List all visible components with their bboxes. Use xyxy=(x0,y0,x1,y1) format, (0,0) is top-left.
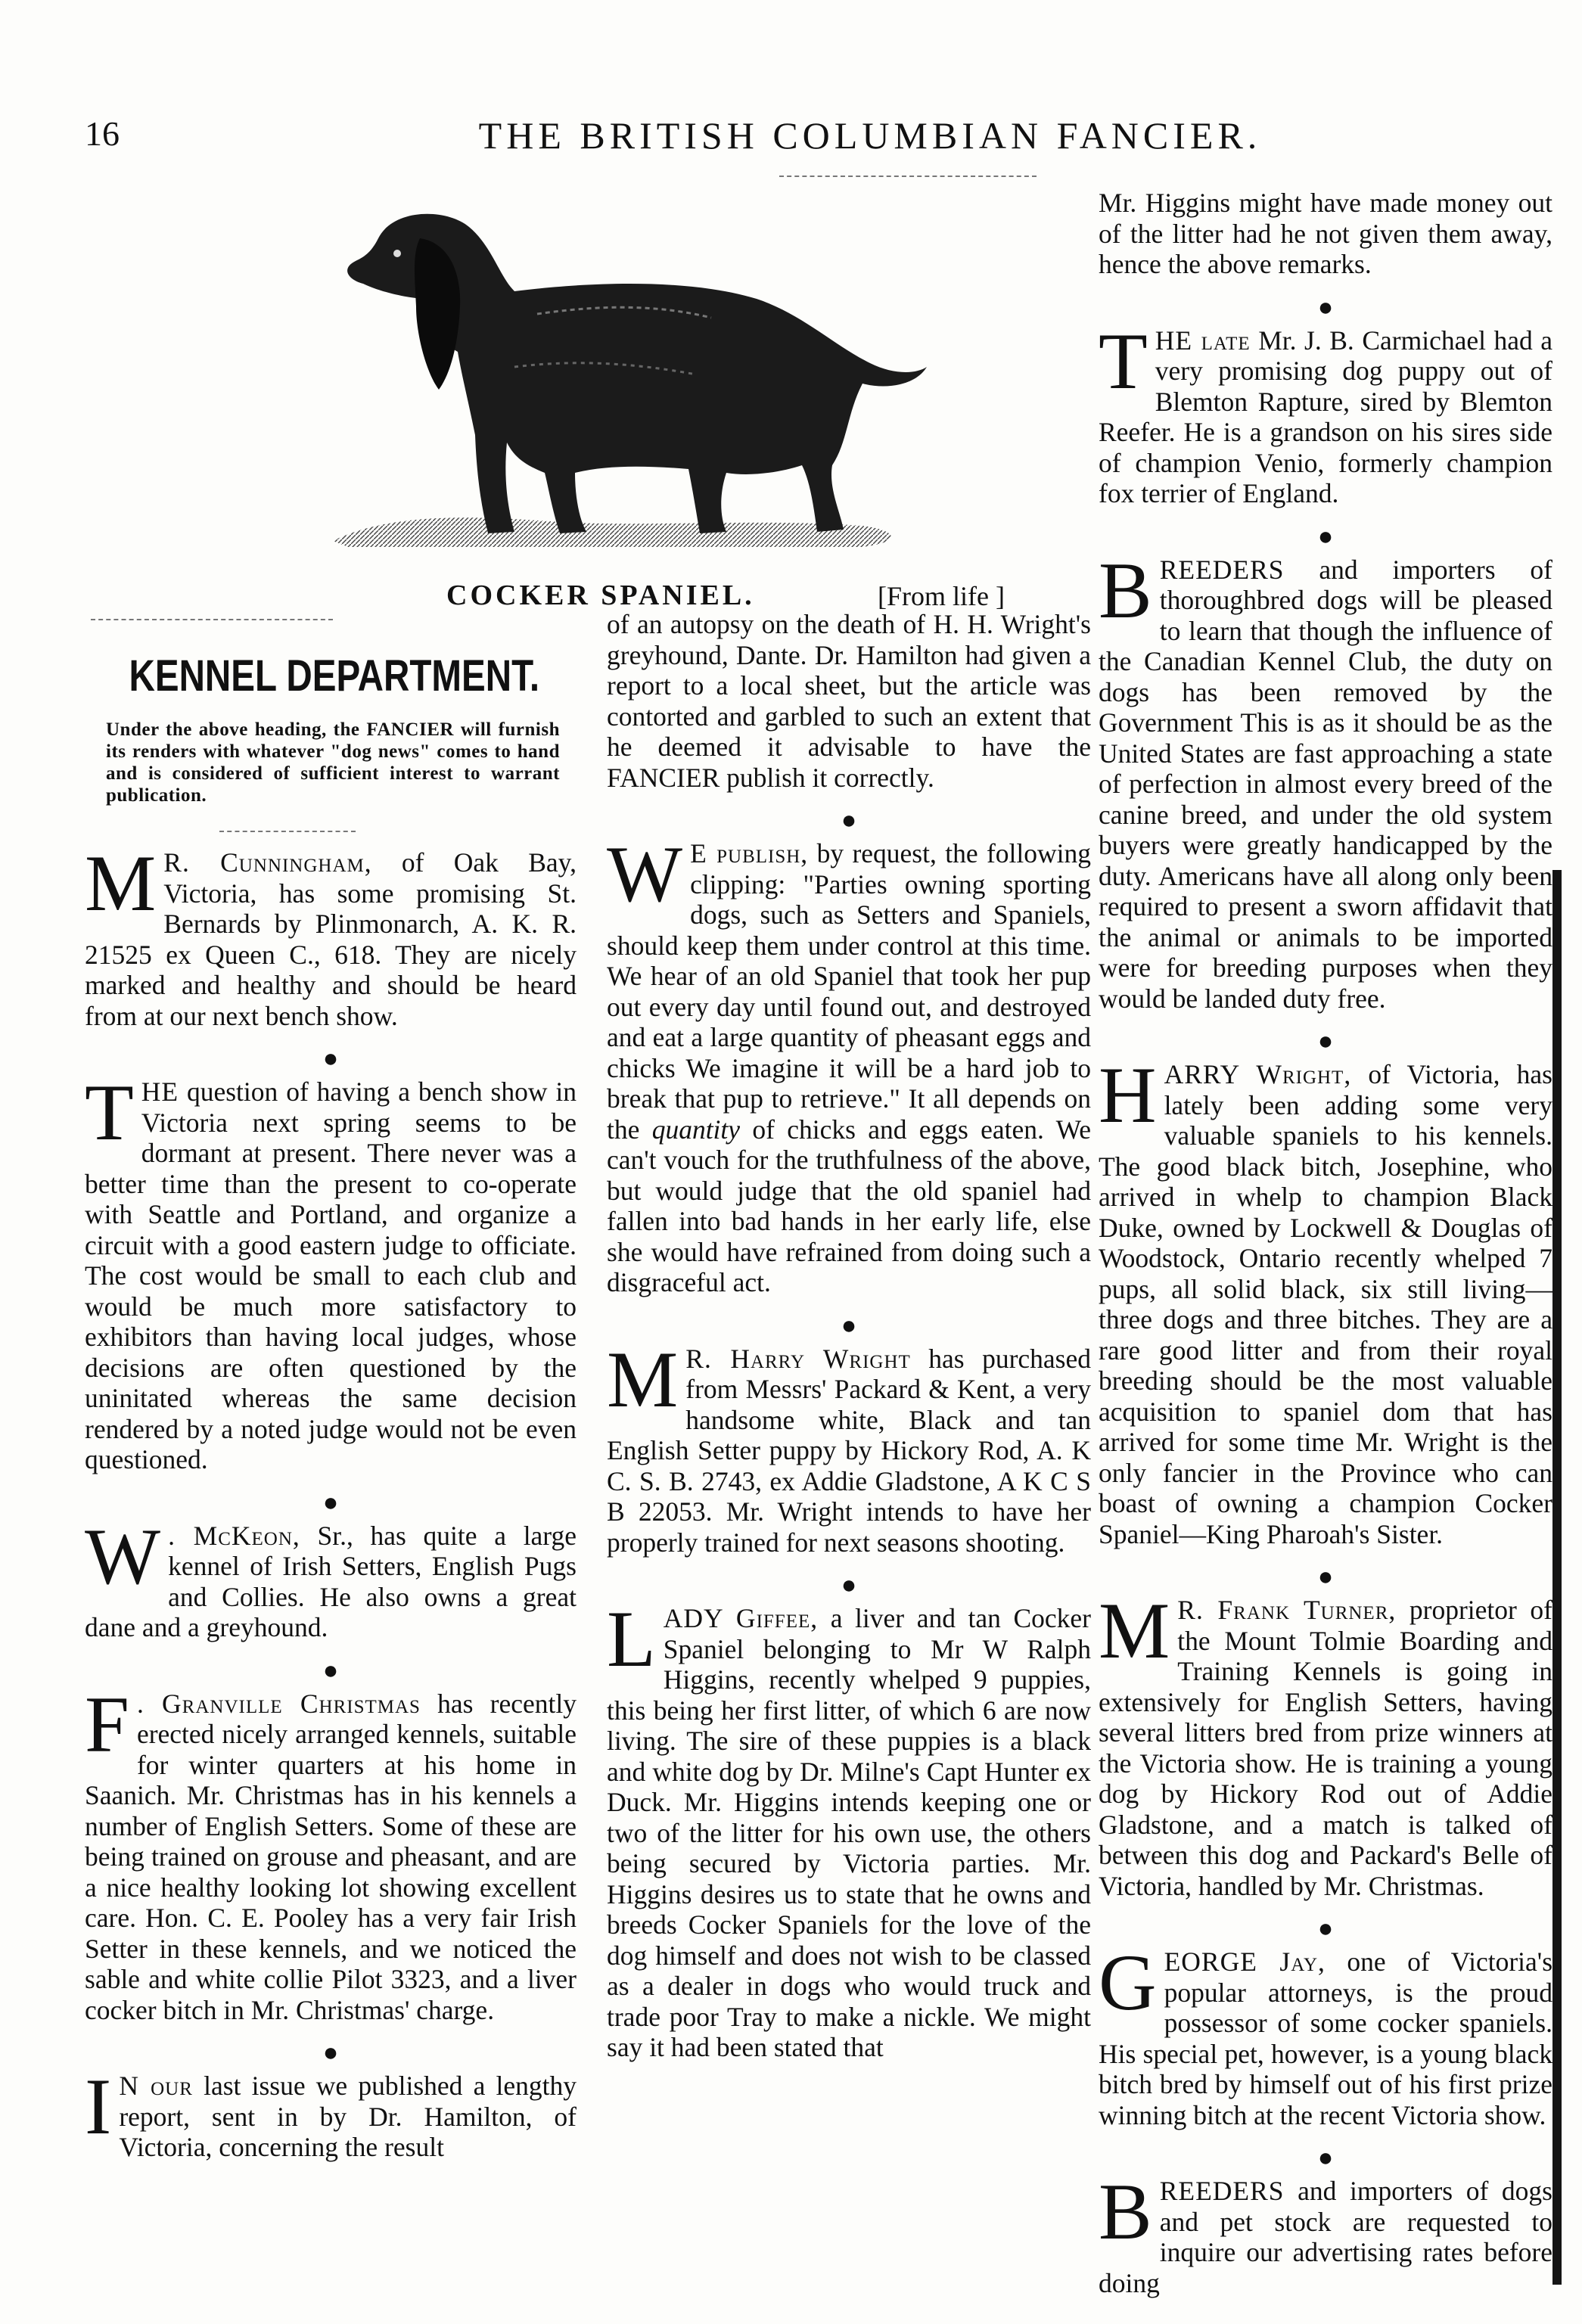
separator-bullet: ● xyxy=(1317,293,1334,322)
article-paragraph: HARRY Wright, of Victoria, has lately been adding some very valuable spaniels to his kennels. The good black bitch, Josephine, who arrived in whelp to champion Black Duke, owned by Lockwell & Douglas of Woodstock, Ontario recently whelped 7 pups, all solid black, six still living—three dogs and three bitches. They are a rare good litter and from their royal breeding should be the most valuable acquisition to spaniel dom that has arrived for some time Mr. Wright is the only fancier in the Province who can boast of owning a champion Cocker Spaniel—King Pharoah's Sister. xyxy=(1099,1051,1552,1549)
article-paragraph: M R. Frank Turner, proprietor of the Mount Tolmie Boarding and Training Kennels is going in extensively for English Setters, having several litters bred from prize winners at the Victoria show. He is training a young dog by Hickory Rod out of Addie Gladstone, and a match is talked of between this dog and Packard's Belle of Victoria, handled by Mr. Christmas. xyxy=(1099,1586,1552,1901)
separator-bullet: ● xyxy=(322,1045,339,1073)
separator-bullet: ● xyxy=(1317,2144,1334,2172)
article-paragraph: W E publish, by request, the following clipping: "Parties owning sporting dogs, such as Setters and Spaniels, should keep them under control at this time. We hear of an old Spaniel that took her pup out every day until found out, and destroyed and eat a large quantity of pheasant eggs and chicks We imagine it will be a hard job to break that pup to retrieve." It all depends on the quantity of chicks and eggs eaten. We can't vouch for the truthfulness of the above, but would judge that the old spaniel had fallen into bad hands in her early life, else she would have refrained from doing such a disgraceful act. xyxy=(607,830,1091,1297)
drop-cap: L xyxy=(607,1595,656,1683)
separator-bullet: ● xyxy=(841,1571,857,1599)
separator-bullet: ● xyxy=(1317,522,1334,551)
caption-rule xyxy=(91,619,333,620)
article-paragraph: THE question of having a bench show in Victoria next spring seems to be dormant at present. There never was a better time than the present to co-operate with Seattle and Portland, and organize a circuit with a good eastern judge to officiate. The cost would be small to each club and would be much more satisfactory to exhibitors than having local judges, whose decisions are often questioned by the uninitated whereas the same decision rendered by a noted judge would not be even questioned. xyxy=(85,1068,577,1474)
separator-bullet: ● xyxy=(1317,1027,1334,1055)
column-2 xyxy=(607,609,1091,2084)
section-intro: Under the above heading, the FANCIER will furnish its renders with whatever "dog news" comes to hand and is considered of sufficient interest to warrant publication. xyxy=(106,719,560,806)
cocker-spaniel-engraving-icon xyxy=(287,185,946,548)
article-paragraph: GEORGE Jay, one of Victoria's popular attorneys, is the proud possessor of some cocker spaniels. His special pet, however, is a young black bitch bred by himself out of his first prize winning bitch at the recent Victoria show. xyxy=(1099,1938,1553,2130)
article-paragraph: Mr. Higgins might have made money out of the litter had he not given them away, hence the above remarks. xyxy=(1099,188,1552,279)
drop-cap: B xyxy=(1099,2167,1152,2256)
drop-cap: H xyxy=(1099,1051,1157,1139)
article-paragraph: BREEDERS and importers of dogs and pet stock are requested to inquire our advertising rates before doing xyxy=(1099,2167,1552,2298)
drop-cap: M xyxy=(607,1334,679,1424)
article-paragraph: M R. Harry Wright has purchased from Messrs' Packard & Kent, a very handsome white, Black and tan English Setter puppy by Hickory Rod, A. K C. S. B. 2743, ex Addie Gladstone, A K C S B 22053. Mr. Wright intends to have her properly trained for next seasons shooting. xyxy=(607,1334,1092,1558)
article-paragraph: BREEDERS and importers of thoroughbred dogs will be pleased to learn that though the influence of the Canadian Kennel Club, the duty on dogs has been removed by the Government This is as it should be as the United States are fast approaching a state of perfection in almost every breed of the canine breed, and under the old system buyers were greatly handicapped by the duty. Americans have all along only been required to present a sworn affidavit that the animal or animals to be imported were for breeding purposes when they would be landed duty free. xyxy=(1099,545,1552,1014)
separator-bullet: ● xyxy=(322,1488,339,1517)
article-paragraph: M R. Cunningham, of Oak Bay, Victoria, has some promising St. Bernards by Plinmonarch, A. K. R. 21525 ex Queen C., 618. They are nicely marked and healthy and should be heard from at our next bench show. xyxy=(85,839,577,1031)
drop-cap: B xyxy=(1099,545,1152,635)
drop-cap: M xyxy=(1099,1586,1170,1675)
header-rule xyxy=(779,176,1037,177)
drop-cap: F xyxy=(85,1679,129,1769)
separator-bullet: ● xyxy=(841,806,857,834)
article-paragraph: THE late Mr. J. B. Carmichael had a very promising dog puppy out of Blemton Rapture, sired by Blemton Reefer. He is a grandson on his sires side of champion Venio, formerly champion fox terrier of England. xyxy=(1099,316,1552,508)
article-paragraph: I N our last issue we published a lengthy report, sent in by Dr. Hamilton, of Victoria, concerning the result xyxy=(85,2062,577,2162)
binding-edge-shadow xyxy=(1552,870,1562,2285)
drop-cap: I xyxy=(85,2062,112,2151)
drop-cap: T xyxy=(1099,316,1148,405)
separator-bullet: ● xyxy=(1317,1915,1334,1943)
page-number: 16 xyxy=(85,114,120,153)
running-title: THE BRITISH COLUMBIAN FANCIER. xyxy=(478,114,1262,157)
intro-rule xyxy=(219,831,356,832)
article-paragraph: F . Granville Christmas has recently erected nicely arranged kennels, suitable for winter quarters at his home in Saanich. Mr. Christmas has in his kennels a number of English Setters. Some of these are being trained on grouse and pheasant, and are a nice healthy looking lot showing excellent care. Hon. C. E. Pooley has a very fair Irish Setter in these kennels, and we noticed the sable and white collie Pilot 3323, and a liver cocker bitch in Mr. Christmas' charge. xyxy=(85,1679,577,2025)
separator-bullet: ● xyxy=(322,1656,339,1685)
article-paragraph: of an autopsy on the death of H. H. Wright's greyhound, Dante. Dr. Hamilton had given a report to a local sheet, but the article was contorted and garbled to such an extent that he deemed it advisable to have the FANCIER publish it correctly. xyxy=(607,609,1091,793)
italic-emphasis: quantity xyxy=(651,1114,741,1145)
article-paragraph: LADY Giffee, a liver and tan Cocker Spaniel belonging to Mr W Ralph Higgins, recently whelped 9 puppies, this being her first litter, of which 6 are now living. The sire of these puppies is a black and white dog by Dr. Milne's Capt Hunter ex Duck. Mr. Higgins intends keeping one or two of the litter for his own use, the others being secured by Victoria parties. Mr. Higgins desires us to state that he owns and breeds Cocker Spaniels for the love of the dog himself and does not wish to be classed as a dealer in dogs who would truck and trade poor Tray to make a nickle. We might say it had been stated that xyxy=(607,1595,1092,2062)
column-3 xyxy=(1099,188,1552,2319)
separator-bullet: ● xyxy=(841,1311,857,1340)
separator-bullet: ● xyxy=(322,2039,339,2067)
figure-caption: COCKER SPANIEL. xyxy=(446,579,755,611)
article-paragraph: W . McKeon, Sr., has quite a large kennel of Irish Setters, English Pugs and Collies. He also owns a great dane and a greyhound. xyxy=(85,1512,577,1642)
section-title: KENNEL DEPARTMENT. xyxy=(129,651,540,701)
drop-cap: T xyxy=(85,1068,134,1157)
figure-credit: [From life ] xyxy=(878,581,1005,611)
drop-cap: M xyxy=(85,839,157,927)
drop-cap: G xyxy=(1099,1938,1157,2027)
drop-cap: W xyxy=(85,1512,161,1601)
separator-bullet: ● xyxy=(1317,1563,1334,1591)
column-1 xyxy=(85,839,577,2184)
drop-cap: W xyxy=(607,830,683,918)
